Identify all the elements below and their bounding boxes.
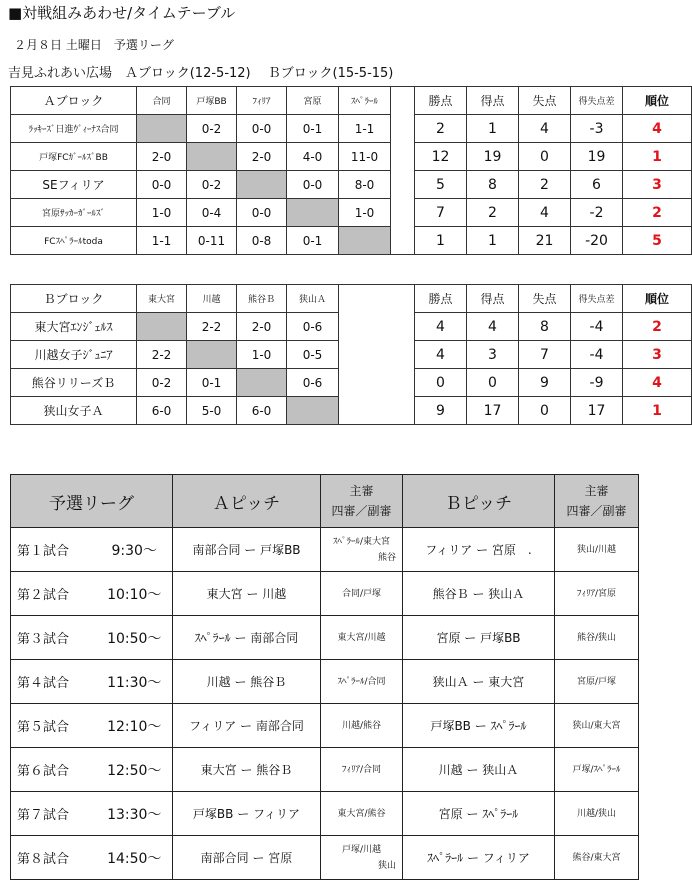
game-label: 第４試合 xyxy=(11,660,97,704)
pitch-a-match: フィリア ー 南部合同 xyxy=(173,704,321,748)
goals-for-cell: 1 xyxy=(467,115,519,143)
team-name: 熊谷リリーズＢ xyxy=(11,369,137,397)
spacer-cell xyxy=(391,171,415,199)
spacer-cell xyxy=(339,369,415,397)
points-cell: 12 xyxy=(415,143,467,171)
score-cell: 0-1 xyxy=(287,227,339,255)
pitch-a-referees xyxy=(321,704,403,748)
score-cell: 1-0 xyxy=(339,199,391,227)
score-cell: 0-4 xyxy=(187,199,237,227)
game-time: 12:50～ xyxy=(97,748,173,792)
goals-against-cell: 9 xyxy=(519,369,571,397)
goal-diff-cell: -3 xyxy=(571,115,623,143)
game-label: 第３試合 xyxy=(11,616,97,660)
pitch-b-referees: 川越/狭山 xyxy=(555,792,639,836)
pitch-a-referee-main: 戸塚/川越 xyxy=(341,844,382,855)
team-name: 東大宮ｴﾝｼﾞｪﾙｽ xyxy=(11,313,137,341)
score-cell: 2-2 xyxy=(137,341,187,369)
goals-for-cell: 1 xyxy=(467,227,519,255)
pitch-a-referees xyxy=(321,616,403,660)
score-cell: 0-0 xyxy=(287,171,339,199)
pitch-a-match: 南部合同 ー 宮原 xyxy=(173,836,321,880)
header-cell xyxy=(391,87,415,115)
spacer-cell xyxy=(339,313,415,341)
goals-for-cell: 4 xyxy=(467,313,519,341)
header-cell: 勝点 xyxy=(415,285,467,313)
schedule-row xyxy=(11,660,639,704)
pitch-a-match: 戸塚BB ー フィリア xyxy=(173,792,321,836)
game-time: 14:50～ xyxy=(97,836,173,880)
header-cell: 得失点差 xyxy=(571,87,623,115)
team-name: SEフィリア xyxy=(11,171,137,199)
points-cell: 1 xyxy=(415,227,467,255)
goals-against-cell: 0 xyxy=(519,397,571,425)
pitch-a-match: 東大宮 ー 熊谷Ｂ xyxy=(173,748,321,792)
referee-b-header xyxy=(555,475,639,528)
rank-cell: 1 xyxy=(623,143,692,171)
referee-a-header xyxy=(321,475,403,528)
score-cell: 0-5 xyxy=(287,341,339,369)
goals-for-cell: 8 xyxy=(467,171,519,199)
header-cell: 得失点差 xyxy=(571,285,623,313)
score-cell: 8-0 xyxy=(339,171,391,199)
goal-diff-cell: -2 xyxy=(571,199,623,227)
points-cell: 9 xyxy=(415,397,467,425)
block-a-table xyxy=(10,86,692,255)
goal-diff-cell: 19 xyxy=(571,143,623,171)
spacer-cell xyxy=(391,227,415,255)
goal-diff-cell: -4 xyxy=(571,341,623,369)
schedule-row xyxy=(11,792,639,836)
team-row xyxy=(11,199,692,227)
pitch-a-referee-main: ｽﾍﾟﾗｰﾙ/東大宮 xyxy=(332,536,391,547)
header-cell: 失点 xyxy=(519,87,571,115)
game-label: 第８試合 xyxy=(11,836,97,880)
pitch-a-match: 川越 ー 熊谷Ｂ xyxy=(173,660,321,704)
score-cell: 11-0 xyxy=(339,143,391,171)
rank-cell: 1 xyxy=(623,397,692,425)
header-cell: 熊谷Ｂ xyxy=(237,285,287,313)
rank-cell: 3 xyxy=(623,171,692,199)
team-name: 宮原ｻｯｶｰｶﾞｰﾙｽﾞ xyxy=(11,199,137,227)
goals-against-cell: 8 xyxy=(519,313,571,341)
schedule-row xyxy=(11,528,639,572)
pitch-a-match: 東大宮 ー 川越 xyxy=(173,572,321,616)
game-time: 11:30～ xyxy=(97,660,173,704)
pitch-a-match: 南部合同 ー 戸塚BB xyxy=(173,528,321,572)
pitch-b-referees: 宮原/戸塚 xyxy=(555,660,639,704)
score-cell: 0-6 xyxy=(287,313,339,341)
pitch-b-match: 川越 ー 狭山Ａ xyxy=(403,748,555,792)
blockA-header-row xyxy=(11,87,692,115)
schedule-table xyxy=(10,474,639,880)
goal-diff-cell: 6 xyxy=(571,171,623,199)
pitch-b-match: フィリア ー 宮原 . xyxy=(403,528,555,572)
pitch-b-match: 戸塚BB ー ｽﾍﾟﾗｰﾙ xyxy=(403,704,555,748)
goals-for-cell: 17 xyxy=(467,397,519,425)
points-cell: 2 xyxy=(415,115,467,143)
rank-cell: 2 xyxy=(623,313,692,341)
pitch-b-header: Ｂピッチ xyxy=(403,475,555,528)
header-cell: Ｂブロック xyxy=(11,285,137,313)
points-cell: 4 xyxy=(415,341,467,369)
game-label: 第５試合 xyxy=(11,704,97,748)
self-match-cell xyxy=(187,341,237,369)
pitch-b-match: 熊谷Ｂ ー 狭山Ａ xyxy=(403,572,555,616)
pitch-a-referee-sub: 狭山 xyxy=(377,860,396,871)
pitch-a-referees xyxy=(321,836,403,880)
team-row xyxy=(11,341,692,369)
goals-against-cell: 4 xyxy=(519,115,571,143)
pitch-a-header: Ａピッチ xyxy=(173,475,321,528)
score-cell: 1-0 xyxy=(137,199,187,227)
pitch-a-referee-main: ｽﾍﾟﾗｰﾙ/合同 xyxy=(337,676,386,687)
block-b-table xyxy=(10,284,692,425)
self-match-cell xyxy=(237,171,287,199)
pitch-b-referees: 熊谷/狭山 xyxy=(555,616,639,660)
referee-a-header-sub: 四審／副審 xyxy=(331,504,392,518)
score-cell: 6-0 xyxy=(137,397,187,425)
pitch-b-match: 宮原 ー 戸塚BB xyxy=(403,616,555,660)
score-cell: 0-0 xyxy=(237,115,287,143)
header-cell: 順位 xyxy=(623,285,692,313)
score-cell: 0-0 xyxy=(137,171,187,199)
game-time: 10:50～ xyxy=(97,616,173,660)
score-cell: 0-2 xyxy=(187,115,237,143)
pitch-b-referees: 狭山/川越 xyxy=(555,528,639,572)
blockB-header-row xyxy=(11,285,692,313)
self-match-cell xyxy=(287,397,339,425)
header-cell: 宮原 xyxy=(287,87,339,115)
self-match-cell xyxy=(137,313,187,341)
team-row xyxy=(11,369,692,397)
game-label: 第７試合 xyxy=(11,792,97,836)
pitch-a-referees xyxy=(321,792,403,836)
goals-against-cell: 21 xyxy=(519,227,571,255)
pitch-a-referees xyxy=(321,528,403,572)
score-cell: 2-0 xyxy=(237,313,287,341)
score-cell: 1-0 xyxy=(237,341,287,369)
header-cell: ﾌｨﾘｱ xyxy=(237,87,287,115)
header-cell: 合同 xyxy=(137,87,187,115)
goal-diff-cell: -20 xyxy=(571,227,623,255)
spacer-cell xyxy=(391,199,415,227)
header-cell: 東大宮 xyxy=(137,285,187,313)
score-cell: 4-0 xyxy=(287,143,339,171)
game-label: 第１試合 xyxy=(11,528,97,572)
pitch-b-referees: 熊谷/東大宮 xyxy=(555,836,639,880)
rank-cell: 4 xyxy=(623,369,692,397)
team-row xyxy=(11,171,692,199)
header-cell: 川越 xyxy=(187,285,237,313)
team-name: FCｽﾍﾟﾗｰﾙtoda xyxy=(11,227,137,255)
spacer-cell xyxy=(339,397,415,425)
header-cell: 失点 xyxy=(519,285,571,313)
spacer-cell xyxy=(339,341,415,369)
score-cell: 0-6 xyxy=(287,369,339,397)
pitch-a-referee-main: 川越/熊谷 xyxy=(341,720,382,731)
score-cell: 0-11 xyxy=(187,227,237,255)
pitch-a-referee-main: 合同/戸塚 xyxy=(341,588,382,599)
header-cell: 得点 xyxy=(467,87,519,115)
rank-cell: 5 xyxy=(623,227,692,255)
score-cell: 1-1 xyxy=(137,227,187,255)
self-match-cell xyxy=(287,199,339,227)
points-cell: 7 xyxy=(415,199,467,227)
header-cell: ｽﾍﾟﾗｰﾙ xyxy=(339,87,391,115)
score-cell: 2-0 xyxy=(137,143,187,171)
team-name: 川越女子ｼﾞｭﾆｱ xyxy=(11,341,137,369)
goals-for-cell: 2 xyxy=(467,199,519,227)
schedule-row xyxy=(11,616,639,660)
score-cell: 2-0 xyxy=(237,143,287,171)
rank-cell: 4 xyxy=(623,115,692,143)
schedule-header-row xyxy=(11,475,639,528)
team-row xyxy=(11,397,692,425)
team-name: 狭山女子Ａ xyxy=(11,397,137,425)
game-time: 12:10～ xyxy=(97,704,173,748)
pitch-a-referees xyxy=(321,748,403,792)
game-time: 9:30～ xyxy=(97,528,173,572)
schedule-row xyxy=(11,836,639,880)
team-name: ﾗｯｷｰｽﾞ日進ｳﾞｨｰﾅｽ合同 xyxy=(11,115,137,143)
goals-against-cell: 2 xyxy=(519,171,571,199)
pitch-a-referees xyxy=(321,572,403,616)
score-cell: 5-0 xyxy=(187,397,237,425)
goals-for-cell: 3 xyxy=(467,341,519,369)
self-match-cell xyxy=(187,143,237,171)
pitch-a-referee-main: 東大宮/熊谷 xyxy=(337,808,386,819)
league-header: 予選リーグ xyxy=(11,475,173,528)
self-match-cell xyxy=(339,227,391,255)
schedule-row xyxy=(11,572,639,616)
points-cell: 5 xyxy=(415,171,467,199)
goal-diff-cell: 17 xyxy=(571,397,623,425)
goals-against-cell: 7 xyxy=(519,341,571,369)
game-label: 第２試合 xyxy=(11,572,97,616)
rank-cell: 2 xyxy=(623,199,692,227)
team-name: 戸塚FCｶﾞｰﾙｽﾞBB xyxy=(11,143,137,171)
schedule-row xyxy=(11,704,639,748)
pitch-b-referees: 狭山/東大宮 xyxy=(555,704,639,748)
team-row xyxy=(11,115,692,143)
score-cell: 2-2 xyxy=(187,313,237,341)
header-cell: 戸塚BB xyxy=(187,87,237,115)
spacer-cell xyxy=(391,143,415,171)
game-time: 13:30～ xyxy=(97,792,173,836)
game-time: 10:10～ xyxy=(97,572,173,616)
score-cell: 6-0 xyxy=(237,397,287,425)
points-cell: 4 xyxy=(415,313,467,341)
rank-cell: 3 xyxy=(623,341,692,369)
goals-against-cell: 0 xyxy=(519,143,571,171)
referee-b-header-sub: 四審／副審 xyxy=(566,504,627,518)
spacer-cell xyxy=(391,115,415,143)
team-row xyxy=(11,313,692,341)
header-cell: 順位 xyxy=(623,87,692,115)
points-cell: 0 xyxy=(415,369,467,397)
pitch-b-match: 宮原 ー ｽﾍﾟﾗｰﾙ xyxy=(403,792,555,836)
pitch-a-referees xyxy=(321,660,403,704)
goal-diff-cell: -4 xyxy=(571,313,623,341)
pitch-b-match: 狭山Ａ ー 東大宮 xyxy=(403,660,555,704)
header-cell xyxy=(339,285,415,313)
pitch-b-referees: 戸塚/ｽﾍﾟﾗｰﾙ xyxy=(555,748,639,792)
goal-diff-cell: -9 xyxy=(571,369,623,397)
goals-for-cell: 0 xyxy=(467,369,519,397)
team-row xyxy=(11,227,692,255)
pitch-a-match: ｽﾍﾟﾗｰﾙ ー 南部合同 xyxy=(173,616,321,660)
pitch-a-referee-sub: 熊谷 xyxy=(377,552,396,563)
score-cell: 0-2 xyxy=(137,369,187,397)
schedule-row xyxy=(11,748,639,792)
score-cell: 1-1 xyxy=(339,115,391,143)
goals-for-cell: 19 xyxy=(467,143,519,171)
page-title: ■対戦組みあわせ/タイムテーブル xyxy=(8,4,236,22)
header-cell: 狭山Ａ xyxy=(287,285,339,313)
team-row xyxy=(11,143,692,171)
referee-b-header-main: 主審 xyxy=(584,484,609,498)
pitch-a-referee-main: ﾌｨﾘｱ/合同 xyxy=(341,764,382,775)
header-cell: 勝点 xyxy=(415,87,467,115)
score-cell: 0-0 xyxy=(237,199,287,227)
referee-a-header-main: 主審 xyxy=(349,484,374,498)
event-date: ２月８日 土曜日 予選リーグ xyxy=(14,38,174,52)
goals-against-cell: 4 xyxy=(519,199,571,227)
score-cell: 0-2 xyxy=(187,171,237,199)
venue-line: 吉見ふれあい広場 Ａブロック(12-5-12) Ｂブロック(15-5-15) xyxy=(8,66,394,81)
pitch-b-referees: ﾌｨﾘｱ/宮原 xyxy=(555,572,639,616)
pitch-a-referee-main: 東大宮/川越 xyxy=(337,632,386,643)
self-match-cell xyxy=(237,369,287,397)
header-cell: Ａブロック xyxy=(11,87,137,115)
header-cell: 得点 xyxy=(467,285,519,313)
pitch-b-match: ｽﾍﾟﾗｰﾙ ー フィリア xyxy=(403,836,555,880)
self-match-cell xyxy=(137,115,187,143)
game-label: 第６試合 xyxy=(11,748,97,792)
score-cell: 0-8 xyxy=(237,227,287,255)
score-cell: 0-1 xyxy=(287,115,339,143)
score-cell: 0-1 xyxy=(187,369,237,397)
